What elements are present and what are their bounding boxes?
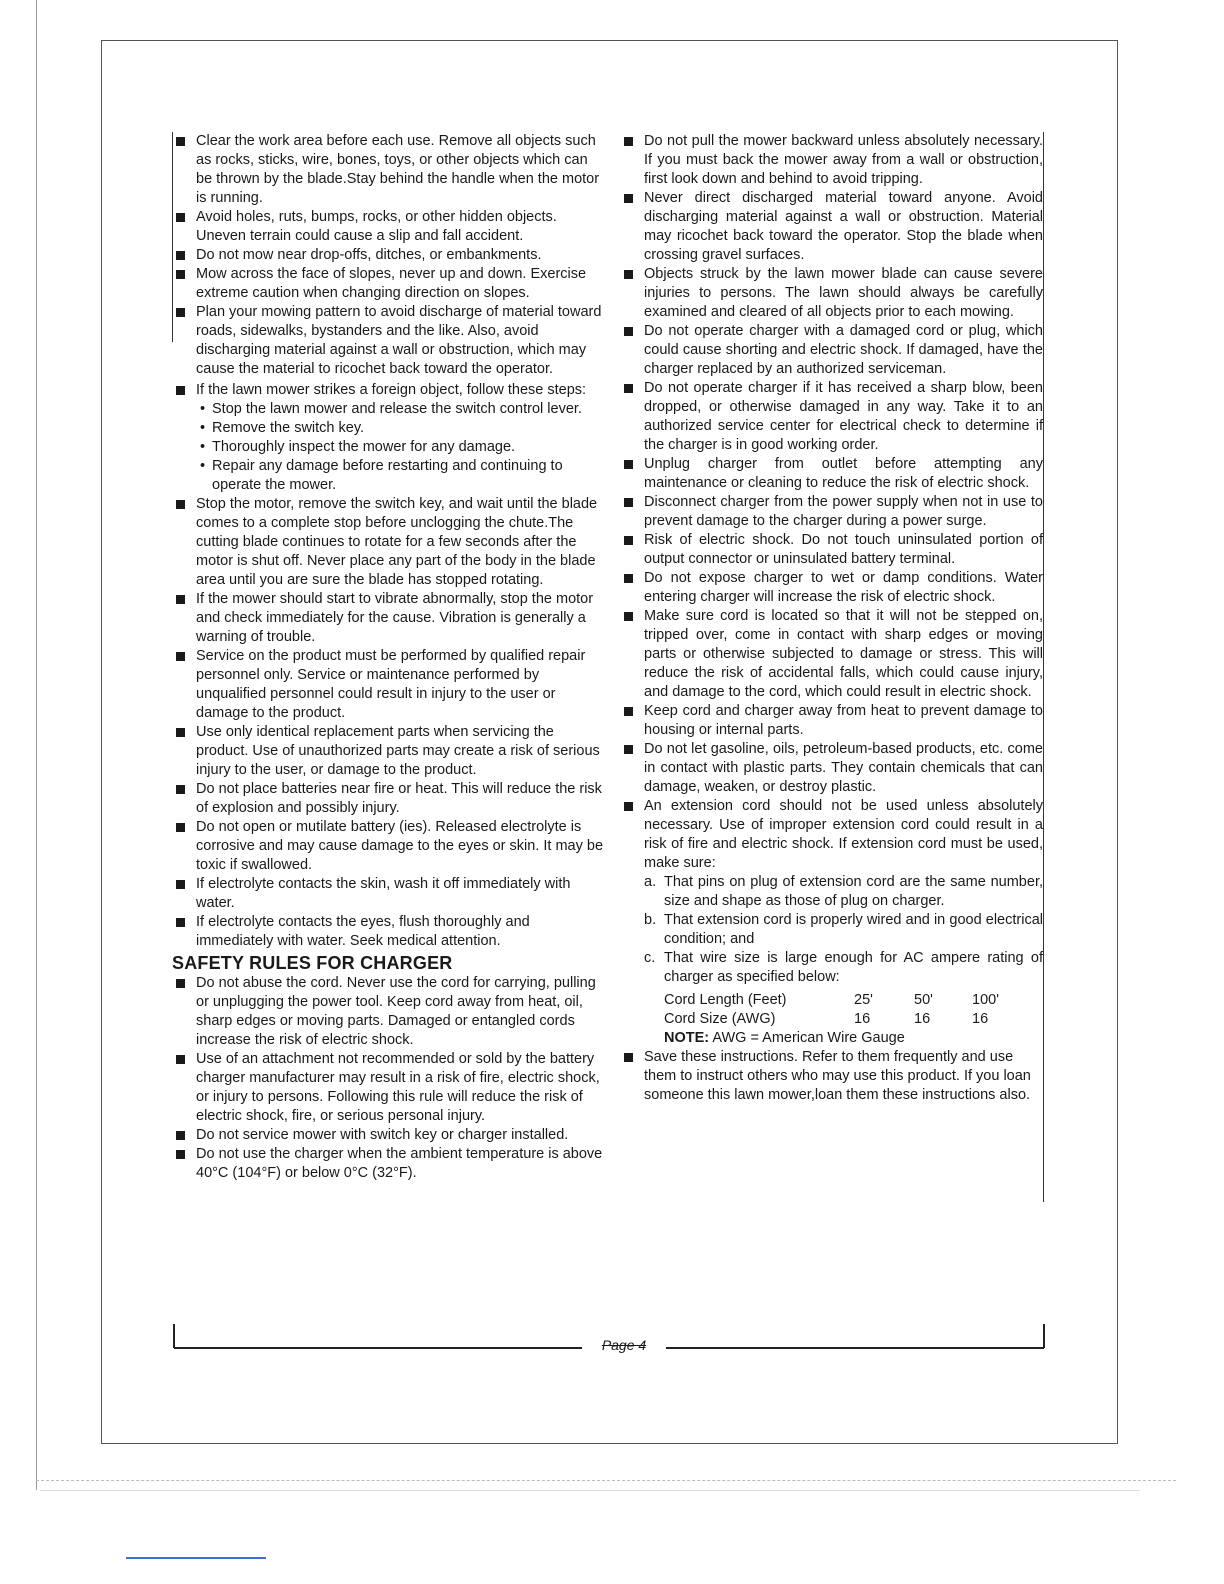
condition-text: That extension cord is properly wired and in good electrical condition; and bbox=[664, 912, 1043, 947]
footer-tick-left bbox=[173, 1324, 175, 1348]
bullet-item: Save these instructions. Refer to them frequently and use them to instruct others who may use this product. If you loan someone this lawn mower,loan them these instructions also. bbox=[620, 1048, 1043, 1105]
bullet-item: If electrolyte contacts the eyes, flush thoroughly and immediately with water. Seek medical attention. bbox=[172, 913, 604, 951]
bullet-item: Objects struck by the lawn mower blade can cause severe injuries to persons. The lawn should always be carefully examined and cleared of all objects prior to each mowing. bbox=[620, 265, 1043, 322]
bullet-list-c bbox=[172, 974, 604, 1183]
bullet-item: Do not open or mutilate battery (ies). Released electrolyte is corrosive and may cause damage to the eyes or skin. It may be toxic if swallowed. bbox=[172, 818, 604, 875]
step-item: • Repair any damage before restarting and continuing to operate the mower. bbox=[196, 457, 604, 495]
bullet-list-right bbox=[620, 132, 1043, 1105]
extension-intro: An extension cord should not be used unless absolutely necessary. Use of improper extension cord could result in a risk of fire and electric shock. If extension cord must be used, make sure: bbox=[644, 798, 1043, 871]
condition-letter: c. bbox=[644, 950, 656, 966]
table-cell: 16 bbox=[914, 1011, 931, 1027]
page-frame-left bbox=[101, 40, 102, 1444]
foreign-object-steps bbox=[196, 400, 604, 495]
bullet-item: Unplug charger from outlet before attempting any maintenance or cleaning to reduce the risk of electric shock. bbox=[620, 455, 1043, 493]
bullet-item: Avoid holes, ruts, bumps, rocks, or other hidden objects. Uneven terrain could cause a slip and fall accident. bbox=[172, 208, 604, 246]
note-text: AWG = American Wire Gauge bbox=[709, 1030, 905, 1046]
bullet-item: Use only identical replacement parts when servicing the product. Use of unauthorized parts may create a risk of serious injury to the user, or damage to the product. bbox=[172, 723, 604, 780]
page-frame-right bbox=[1117, 40, 1118, 1444]
step-item: • Stop the lawn mower and release the switch control lever. bbox=[196, 400, 604, 419]
table-row bbox=[664, 991, 999, 1010]
bullet-item: Use of an attachment not recommended or sold by the battery charger manufacturer may result in a risk of fire, electric shock, or injury to persons. Following this rule will reduce the risk of electric shock, fire, or serious personal injury. bbox=[172, 1050, 604, 1126]
step-item: • Thoroughly inspect the mower for any damage. bbox=[196, 438, 604, 457]
bullet-item: Do not use the charger when the ambient temperature is above 40°C (104°F) or below 0°C (32°F). bbox=[172, 1145, 604, 1183]
condition-item bbox=[644, 911, 1043, 949]
footer-tick-right bbox=[1043, 1324, 1045, 1348]
bullet-item: Stop the motor, remove the switch key, and wait until the blade comes to a complete stop before unclogging the chute.The cutting blade continues to rotate for a few seconds after the motor is shut off. Never place any part of the body in the blade area until you are sure the blade has stopped rotating. bbox=[172, 495, 604, 590]
cord-size-table bbox=[664, 991, 999, 1029]
condition-letter: a. bbox=[644, 874, 657, 890]
foreign-object-intro: If the lawn mower strikes a foreign object, follow these steps: bbox=[196, 382, 587, 398]
bullet-item: Make sure cord is located so that it will not be stepped on, tripped over, come in contact with sharp edges or moving parts or otherwise subjected to damage or stress. This will reduce the risk of accidental falls, which could cause injury, and damage to the cord, which could result in electric shock. bbox=[620, 607, 1043, 702]
page-number: Page 4 bbox=[601, 1337, 647, 1353]
condition-item bbox=[644, 873, 1043, 911]
footer-rule-right bbox=[666, 1347, 1044, 1349]
table-cell: 16 bbox=[972, 1011, 989, 1027]
condition-text: That pins on plug of extension cord are the same number, size and shape as those of plug on charger. bbox=[664, 874, 1043, 909]
table-cell: Cord Length (Feet) bbox=[664, 992, 787, 1008]
bullet-item-extension-cord bbox=[620, 797, 1043, 1048]
scan-blue-mark bbox=[126, 1557, 266, 1559]
bullet-list-a bbox=[172, 132, 604, 951]
bullet-item: If the mower should start to vibrate abnormally, stop the motor and check immediately for the cause. Vibration is generally a warning of trouble. bbox=[172, 590, 604, 647]
page-frame-bottom bbox=[101, 1443, 1118, 1444]
step-item: • Remove the switch key. bbox=[196, 419, 604, 438]
table-row bbox=[664, 1010, 999, 1029]
note-line bbox=[664, 1029, 1043, 1048]
scan-edge-left bbox=[36, 0, 37, 1490]
bullet-item: Never direct discharged material toward anyone. Avoid discharging material against a wall or obstruction. Material may ricochet back toward the operator. Stop the blade when crossing gravel surfaces. bbox=[620, 189, 1043, 265]
bullet-item: Plan your mowing pattern to avoid discharge of material toward roads, sidewalks, bystanders and the like. Also, avoid discharging material against a wall or obstruction, which may cause the material to ricochet back toward the operator. bbox=[172, 303, 604, 379]
table-cell: 100' bbox=[972, 992, 999, 1008]
left-column bbox=[172, 132, 604, 1183]
bullet-item: Do not pull the mower backward unless absolutely necessary. If you must back the mower away from a wall or obstruction, first look down and behind to avoid tripping. bbox=[620, 132, 1043, 189]
right-margin-bar bbox=[1043, 132, 1044, 1202]
page-frame-top bbox=[102, 40, 1118, 41]
bullet-item: Mow across the face of slopes, never up and down. Exercise extreme caution when changing direction on slopes. bbox=[172, 265, 604, 303]
bullet-item: Clear the work area before each use. Remove all objects such as rocks, sticks, wire, bones, toys, or other objects which can be thrown by the blade.Stay behind the handle when the motor is running. bbox=[172, 132, 604, 208]
right-column bbox=[620, 132, 1043, 1105]
footer-rule-left bbox=[174, 1347, 582, 1349]
condition-letter: b. bbox=[644, 912, 657, 928]
scan-edge-bottom-2 bbox=[40, 1490, 1140, 1491]
bullet-item: Service on the product must be performed by qualified repair personnel only. Service or maintenance performed by unqualified personnel could result in injury to the user or damage to the product. bbox=[172, 647, 604, 723]
bullet-item: Do not operate charger if it has received a sharp blow, been dropped, or otherwise damaged in any way. Take it to an authorized service center for electrical check to determine if the charger is in good working order. bbox=[620, 379, 1043, 455]
section-heading-charger: SAFETY RULES FOR CHARGER bbox=[172, 953, 453, 973]
table-cell: 16 bbox=[854, 1011, 871, 1027]
bullet-item: Do not expose charger to wet or damp conditions. Water entering charger will increase the risk of electric shock. bbox=[620, 569, 1043, 607]
bullet-item: Disconnect charger from the power supply when not in use to prevent damage to the charger during a power surge. bbox=[620, 493, 1043, 531]
bullet-item: If electrolyte contacts the skin, wash it off immediately with water. bbox=[172, 875, 604, 913]
bullet-item: Do not operate charger with a damaged cord or plug, which could cause shorting and electric shock. If damaged, have the charger replaced by an authorized serviceman. bbox=[620, 322, 1043, 379]
table-cell: 25' bbox=[854, 992, 873, 1008]
bullet-item-foreign-object bbox=[172, 381, 604, 495]
condition-item bbox=[644, 949, 1043, 987]
condition-text: That wire size is large enough for AC ampere rating of charger as specified below: bbox=[664, 950, 1043, 985]
bullet-item: Risk of electric shock. Do not touch uninsulated portion of output connector or uninsulated battery terminal. bbox=[620, 531, 1043, 569]
scan-edge-bottom bbox=[36, 1480, 1176, 1481]
bullet-item: Do not place batteries near fire or heat. This will reduce the risk of explosion and possibly injury. bbox=[172, 780, 604, 818]
bullet-item: Do not service mower with switch key or charger installed. bbox=[172, 1126, 604, 1145]
bullet-item: Do not mow near drop-offs, ditches, or embankments. bbox=[172, 246, 604, 265]
extension-conditions bbox=[620, 873, 1043, 987]
table-cell: Cord Size (AWG) bbox=[664, 1011, 776, 1027]
bullet-item: Do not let gasoline, oils, petroleum-based products, etc. come in contact with plastic parts. They contain chemicals that can damage, weaken, or destroy plastic. bbox=[620, 740, 1043, 797]
table-cell: 50' bbox=[914, 992, 933, 1008]
note-label: NOTE: bbox=[664, 1030, 710, 1046]
bullet-item: Do not abuse the cord. Never use the cord for carrying, pulling or unplugging the power tool. Keep cord away from heat, oil, sharp edges or moving parts. Damaged or entangled cords increase the risk of electric shock. bbox=[172, 974, 604, 1050]
bullet-item: Keep cord and charger away from heat to prevent damage to housing or internal parts. bbox=[620, 702, 1043, 740]
